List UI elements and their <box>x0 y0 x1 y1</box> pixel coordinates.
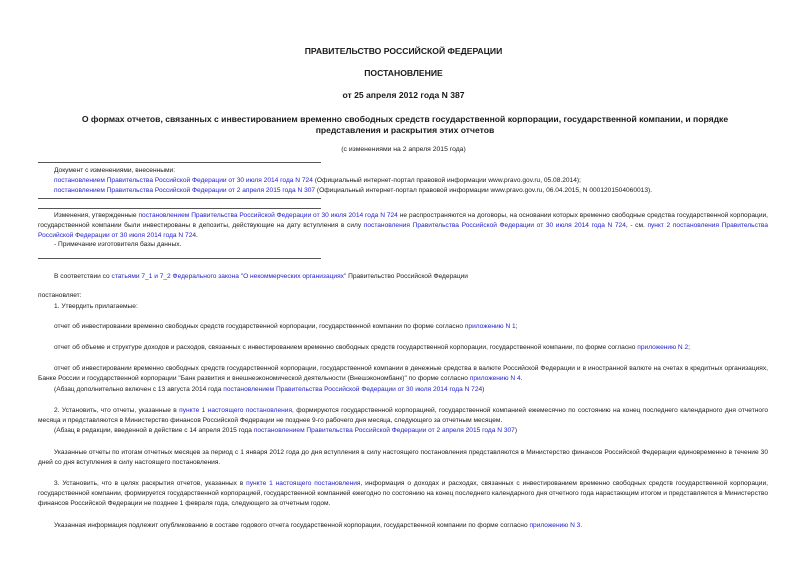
note-link-724-effect[interactable]: постановления Правительства Российской Федерации от 30 июля 2014 года N 724 <box>363 221 626 229</box>
law-articles-link[interactable]: статьями 7_1 и 7_2 Федерального закона "О некоммерческих организациях" <box>111 273 347 280</box>
point-1-heading: 1. Утвердить прилагаемые: <box>54 303 138 310</box>
amendment-link-724[interactable]: постановлением Правительства Российской Федерации от 30 июля 2014 года N 724 <box>223 386 483 393</box>
report-form-2-text: отчет об объеме и структуре доходов и расходов, связанных с инвестированием временно свободных средств государственной корпорации, государственной компании, по форме согласно <box>54 344 638 351</box>
changes-item-2-source: (Официальный интернет-портал правовой информации www.pravo.gov.ru, 06.04.2015, N 0001201504060013). <box>315 186 653 194</box>
report-form-4 <box>38 364 768 384</box>
punct: ) <box>482 386 485 393</box>
document-date-number: от 25 апреля 2012 года N 387 <box>342 90 465 100</box>
punct: . <box>520 374 523 382</box>
changes-item-2 <box>54 186 754 196</box>
database-note <box>38 211 768 240</box>
point-1-link[interactable]: пункте 1 настоящего постановления <box>246 480 361 487</box>
point-3-paragraph-2 <box>38 521 768 531</box>
point-2-text: , формируются государственной корпорацией, государственной компанией ежемесячно по состоянию на конец последнего календарного дня отчетного месяца и представляются в Министерство финансов Российской Федерации не позднее 9-го рабочего дня месяца, следующего за отчетным месяцем. <box>38 407 768 424</box>
note-text: Изменения, утвержденные <box>54 212 139 219</box>
report-form-4-text: отчет об инвестировании временно свободных средств государственной корпорации, государственной компании в денежные средства в валюте Российской Федерации и в иностранной валюте на счетах в кредитных организациях, Банке России и государственной корпорации "Банк развития и внешнеэкономической деятельности (Внешэкономбанк)" по форме согласно <box>38 365 768 382</box>
report-form-4-note <box>38 385 768 395</box>
point-2-text: 2. Установить, что отчеты, указанные в <box>54 407 180 414</box>
point-3-text: , информация о доходах и расходах, связанных с инвестированием временно свободных средств государственной корпорации, государственной компании, формируется государственной корпорацией, государственной компанией ежегодно по состоянию на конец последнего календарного дня отчетного года нарастающим итогом и представляется в Министерство финансов Российской Федерации не позднее 1 февраля года, следующего за отчетным годом. <box>38 480 768 507</box>
changes-intro: Документ с изменениями, внесенными: <box>54 167 176 174</box>
note-link-724[interactable]: постановлением Правительства Российской Федерации от 30 июля 2014 года N 724 <box>138 212 398 219</box>
preamble <box>38 272 768 282</box>
point-1-link[interactable]: пункте 1 настоящего постановления <box>179 407 293 414</box>
note-link-point-2[interactable]: пункт 2 постановления Правительства Российской Федерации от 30 июля 2014 года N 724 <box>38 221 769 239</box>
divider <box>38 198 321 199</box>
point-2-note <box>38 426 768 436</box>
note-text: (Абзац в редакции, введенной в действие с 14 апреля 2015 года <box>54 427 254 434</box>
punct: ; <box>515 323 518 330</box>
note-text: . <box>196 231 198 239</box>
note-text: (Абзац дополнительно включен с 13 августа 2014 года <box>54 386 224 393</box>
preamble-text: В соответствии со <box>54 273 112 280</box>
appendix-4-link[interactable]: приложению N 4 <box>469 374 521 382</box>
point-3-text: 3. Установить, что в целях раскрытия отчетов, указанных в <box>54 480 247 487</box>
revision-note: (с изменениями на 2 апреля 2015 года) <box>341 146 466 153</box>
changes-item-1 <box>54 176 754 186</box>
point-3 <box>38 479 768 508</box>
preamble-text: Правительство Российской Федерации <box>346 273 468 280</box>
report-form-2 <box>38 343 768 353</box>
title-line-1: О формах отчетов, связанных с инвестированием временно свободных средств государственной корпорации, государственной компании, и порядке <box>81 114 729 124</box>
punct: ) <box>514 427 518 434</box>
amendment-link-307[interactable]: постановлением Правительства Российской Федерации от 2 апреля 2015 года N 307 <box>54 186 316 194</box>
document-title <box>60 114 750 136</box>
point-2-paragraph-2: Указанные отчеты по итогам отчетных месяцев за период с 1 января 2012 года до дня вступления в силу настоящего постановления представляются в Министерство финансов Российской Федерации единовременно в течение 30 дней со дня вступления в силу настоящего постановления. <box>38 449 768 466</box>
report-form-1 <box>38 322 768 332</box>
database-note-signature: - Примечание изготовителя базы данных. <box>54 241 182 248</box>
title-line-2: представления и раскрытия этих отчетов <box>315 125 495 135</box>
point-3-text: Указанная информация подлежит опубликованию в составе годового отчета государственной корпорации, государственной компании по форме согласно <box>54 522 530 529</box>
amendment-link-307[interactable]: постановлением Правительства Российской Федерации от 2 апреля 2015 года N 307 <box>253 427 515 434</box>
changes-list <box>54 166 754 195</box>
report-form-1-text: отчет об инвестировании временно свободных средств государственной корпорации, государственной компании по форме согласно <box>54 323 465 330</box>
note-text: не распространяются на договоры, на основании которых временно свободные средства государственной корпорации, государственной компании были инвестированы в депозиты, действующие на дату вступления в силу <box>38 212 769 229</box>
divider <box>38 208 321 209</box>
amendment-link-724[interactable]: постановлением Правительства Российской Федерации от 30 июля 2014 года N 724 <box>54 176 313 184</box>
appendix-1-link[interactable]: приложению N 1 <box>464 323 516 330</box>
divider <box>38 162 321 163</box>
punct: ; <box>688 344 691 351</box>
point-2 <box>38 406 768 426</box>
decides-label: постановляет: <box>38 292 82 299</box>
punct: . <box>580 522 583 529</box>
appendix-3-link[interactable]: приложению N 3 <box>529 522 581 529</box>
document-type: ПОСТАНОВЛЕНИЕ <box>364 68 443 78</box>
appendix-2-link[interactable]: приложению N 2 <box>637 344 689 351</box>
government-heading: ПРАВИТЕЛЬСТВО РОССИЙСКОЙ ФЕДЕРАЦИИ <box>304 46 503 56</box>
changes-item-1-source: (Официальный интернет-портал правовой информации www.pravo.gov.ru, 05.08.2014); <box>312 176 581 184</box>
note-text: , - см. <box>625 221 648 229</box>
divider <box>38 258 321 259</box>
